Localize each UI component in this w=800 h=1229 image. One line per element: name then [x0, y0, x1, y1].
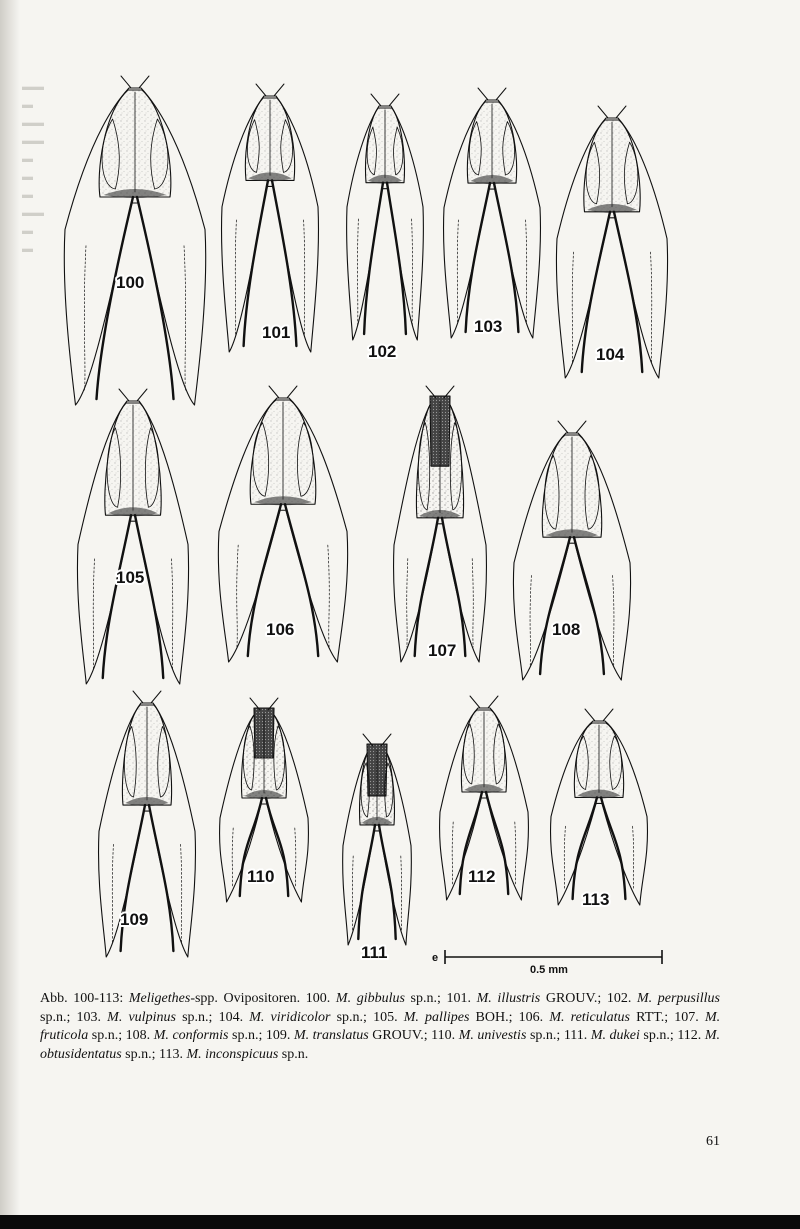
caption-entry-species: M. univestis	[458, 1028, 527, 1043]
valve-inner-left	[457, 220, 458, 323]
caption-entry-species: M. perpusillus	[636, 991, 720, 1006]
stylus-left	[470, 696, 480, 708]
caption-entry-author: GROUV.;	[368, 1028, 428, 1043]
rod-left	[103, 515, 131, 678]
ovipositor-figure	[64, 76, 205, 405]
rod-right	[135, 515, 163, 678]
caption-entry-species: M. reticulatus	[549, 1009, 631, 1025]
caption-entry-author: GROUV.;	[540, 991, 602, 1006]
rod-left	[121, 805, 145, 951]
rod-left	[573, 797, 597, 899]
figure-number: 111	[361, 943, 388, 962]
scale-bar	[432, 950, 662, 976]
ovipositor-figure	[551, 709, 648, 909]
caption-entry-number: 107.	[668, 1009, 705, 1025]
stylus-right	[389, 94, 399, 106]
rod-left	[466, 183, 490, 332]
ovipositor-figure	[220, 698, 309, 902]
bleed-through-text: ▬▬ ▬ ▬▬ ▬▬ ▬ ▬ ▬ ▬▬ ▬ ▬	[22, 81, 44, 255]
ovipositor-figure	[444, 88, 541, 338]
figure-number: 107	[428, 641, 457, 660]
valve-inner-right	[401, 856, 402, 930]
caption-genus-suffix: -spp. Ovipositoren.	[190, 991, 306, 1006]
caption-entry-species: M. gibbulus	[335, 991, 405, 1006]
page-number: 61	[706, 1134, 720, 1149]
figure-number: 108	[552, 620, 581, 639]
figure-number: 109	[120, 910, 149, 929]
caption-entry-author: sp.n.;	[175, 1009, 213, 1025]
caption-entry-author: sp.n.;	[526, 1028, 561, 1043]
stylus-right	[137, 389, 147, 401]
caption-entry-number: 103.	[70, 1009, 108, 1025]
caption-entry-number: 104.	[212, 1009, 250, 1025]
rod-right	[379, 825, 396, 939]
caption-entry-author: sp.n.;	[40, 1009, 71, 1025]
stylus-right	[576, 421, 586, 433]
caption-entry-number: 112.	[673, 1028, 705, 1043]
valve-inner-right	[184, 246, 186, 390]
figure-number: 103	[474, 317, 503, 336]
scale-bar-label: 0.5 mm	[530, 964, 568, 976]
valve-inner-left	[358, 219, 359, 325]
valve-inner-right	[651, 252, 652, 363]
valve-inner-left	[530, 575, 531, 665]
caption-entry-author: sp.n.	[278, 1046, 309, 1062]
stylus-right	[151, 691, 161, 703]
caption-entry-number: 108.	[122, 1028, 154, 1043]
stylus-right	[496, 88, 506, 100]
figure-number: 106	[266, 620, 295, 639]
figure-caption	[40, 990, 720, 1064]
stylus-left	[585, 709, 595, 721]
stylus-right	[139, 76, 149, 88]
valve-inner-right	[304, 220, 305, 337]
valve-inner-left	[232, 828, 233, 887]
valve-inner-left	[564, 826, 565, 890]
caption-entry-species: M. conformis	[153, 1028, 229, 1043]
rod-left	[364, 183, 383, 334]
valve-inner-right	[515, 822, 516, 885]
stylus-left	[256, 84, 266, 96]
figure-number: 104	[596, 345, 625, 364]
ovipositor-figure	[513, 421, 630, 680]
rod-right	[601, 797, 625, 899]
figure-number: 100	[116, 273, 145, 292]
stylus-left	[121, 76, 131, 88]
rod-right	[494, 183, 518, 332]
caption-entry-number: 110.	[427, 1028, 459, 1043]
stylus-left	[371, 94, 381, 106]
valve-inner-left	[84, 246, 86, 390]
valve-inner-right	[181, 844, 182, 942]
valve-inner-right	[613, 575, 614, 665]
ovipositor-figure	[218, 386, 347, 662]
valve-inner-left	[452, 822, 453, 885]
rod-right	[387, 183, 406, 334]
caption-entry-number: 109.	[262, 1028, 294, 1043]
rod-left	[358, 825, 375, 939]
valve-inner-left	[407, 559, 408, 647]
caption-entry-author: sp.n.;	[404, 991, 441, 1006]
ovipositor-figure	[77, 389, 188, 684]
stylus-right	[287, 386, 297, 398]
rod-right	[574, 537, 604, 674]
figure-number: 112	[468, 867, 496, 886]
stylus-left	[558, 421, 568, 433]
stylus-left	[269, 386, 279, 398]
caption-entry-number: 106.	[512, 1009, 550, 1025]
valve-inner-right	[412, 219, 413, 325]
caption-entry-number: 113.	[155, 1046, 187, 1062]
valve-inner-right	[328, 545, 329, 647]
ovipositor-figure	[222, 84, 319, 352]
caption-entry-species: M. translatus	[293, 1028, 369, 1043]
valve-inner-right	[295, 828, 296, 887]
caption-entry-species: M. illustris	[476, 991, 541, 1006]
rod-left	[415, 518, 438, 656]
caption-entry-number: 105.	[366, 1009, 404, 1025]
rod-left	[97, 197, 134, 399]
caption-entry-number: 100.	[305, 991, 336, 1006]
caption-entry-number: 102.	[601, 991, 637, 1006]
caption-entry-species: M. inconspicuus	[186, 1046, 279, 1062]
caption-prefix: Abb. 100-113:	[40, 991, 129, 1006]
caption-entry-species: M. pallipes	[403, 1009, 470, 1025]
caption-entry-species: M. viridicolor	[249, 1009, 331, 1025]
stylus-right	[603, 709, 613, 721]
figure-number: 113	[582, 890, 610, 909]
caption-entry-species: M. fruticola	[40, 1009, 721, 1043]
caption-genus: Meligethes	[128, 991, 191, 1006]
caption-entry-author: sp.n.;	[330, 1009, 367, 1025]
caption-entry-number: 101.	[440, 991, 477, 1006]
valve-inner-right	[172, 559, 173, 669]
figure-number: 110	[247, 867, 275, 886]
ovipositor-figure	[99, 691, 196, 957]
caption-entry-species: M. vulpinus	[107, 1009, 176, 1025]
stylus-left	[598, 106, 608, 118]
valve-inner-left	[352, 856, 353, 930]
ovipositor-figure	[440, 696, 529, 900]
valve-inner-left	[572, 252, 573, 363]
caption-entry-species: M. obtusidentatus	[40, 1028, 721, 1062]
valve-inner-left	[112, 844, 113, 942]
figure-number: 105	[116, 568, 145, 587]
caption-entry-author: BOH.;	[469, 1009, 513, 1025]
valve-inner-right	[633, 826, 634, 890]
stylus-right	[488, 696, 498, 708]
rod-right	[149, 805, 173, 951]
scale-bar-end-label: e	[432, 952, 439, 964]
valve-inner-left	[237, 545, 238, 647]
stylus-right	[274, 84, 284, 96]
valve-inner-right	[526, 220, 527, 323]
rod-right	[137, 197, 174, 399]
ovipositor-figure	[394, 386, 487, 662]
stylus-left	[478, 88, 488, 100]
rod-right	[272, 180, 296, 346]
caption-entry-species: M. dukei	[590, 1028, 640, 1043]
figure-number: 101	[262, 323, 291, 342]
caption-entry-number: 111.	[560, 1028, 591, 1043]
figure-number: 102	[368, 342, 397, 361]
ovipositor-figure	[343, 734, 412, 962]
stylus-right	[616, 106, 626, 118]
valve-inner-left	[235, 220, 236, 337]
stylus-left	[119, 389, 129, 401]
rod-left	[244, 180, 268, 346]
ovipositor-figure	[347, 94, 424, 361]
valve-inner-left	[93, 559, 94, 669]
valve-inner-right	[472, 559, 473, 647]
rod-left	[540, 537, 570, 674]
caption-entry-author: sp.n.;	[121, 1046, 156, 1062]
ovipositor-figure	[556, 106, 667, 378]
caption-entry-author: sp.n.;	[88, 1028, 123, 1043]
caption-entry-author: sp.n.;	[228, 1028, 263, 1043]
caption-entry-author: RTT.;	[630, 1009, 669, 1025]
caption-entry-author: sp.n.;	[639, 1028, 674, 1043]
stylus-left	[133, 691, 143, 703]
rod-right	[442, 518, 465, 656]
